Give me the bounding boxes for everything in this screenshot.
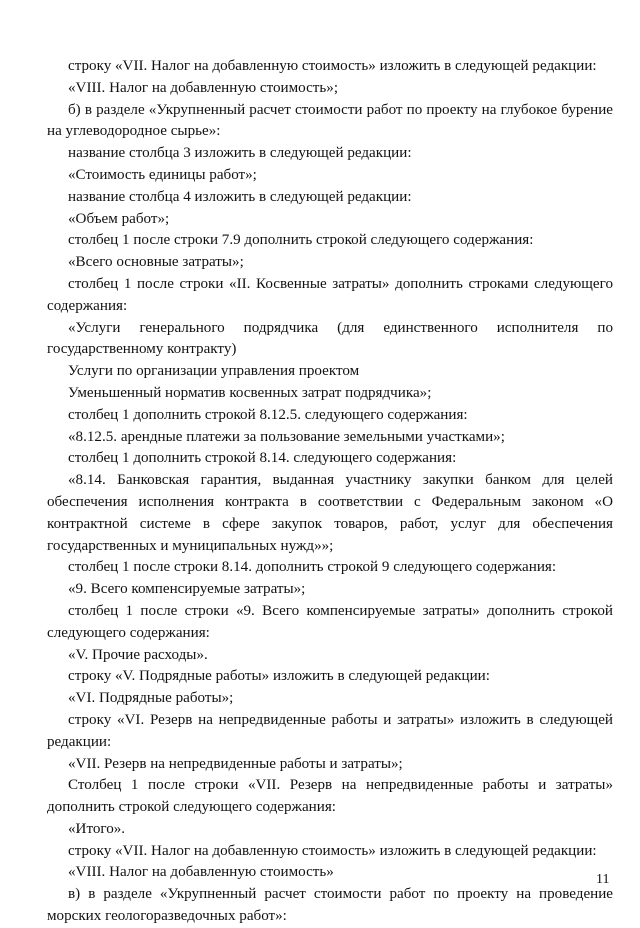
page-number: 11 — [596, 872, 610, 887]
paragraph: столбец 1 после строки «II. Косвенные затраты» дополнить строками следующего содержания: — [47, 275, 613, 314]
paragraph: «Итого». — [68, 820, 126, 837]
paragraph: столбец 1 после строки 7.9 дополнить строкой следующего содержания: — [68, 232, 534, 249]
paragraph: столбец 1 после строки «9. Всего компенсируемые затраты» дополнить строкой следующего содержания: — [47, 602, 613, 641]
paragraph: «8.14. Банковская гарантия, выданная участнику закупки банком для целей обеспечения исполнения контракта в соответствии с Федеральным законом «О контрактной системе в сфере закупок товаров, работ, услуг для обеспечения государственных и муниципальных нужд»»; — [47, 472, 613, 554]
paragraph: Столбец 1 после строки «VII. Резерв на непредвиденные работы и затраты» дополнить строкой следующего содержания: — [47, 777, 613, 816]
paragraph: строку «VII. Налог на добавленную стоимость» изложить в следующей редакции: — [68, 58, 597, 74]
paragraph: «Объем работ»; — [68, 210, 170, 227]
paragraph: б) в разделе «Укрупненный расчет стоимости работ по проекту на глубокое бурение на углеводородное сырье»: — [47, 101, 613, 140]
paragraph: строку «VI. Резерв на непредвиденные работы и затраты» изложить в следующей редакции: — [47, 711, 613, 750]
paragraph: в) в разделе «Укрупненный расчет стоимости работ по проекту на проведение морских геологоразведочных работ»: — [47, 886, 613, 925]
paragraph: «9. Всего компенсируемые затраты»; — [68, 581, 306, 598]
paragraph: «V. Прочие расходы». — [68, 646, 208, 663]
paragraph: «Стоимость единицы работ»; — [68, 166, 257, 183]
paragraph: название столбца 3 изложить в следующей редакции: — [68, 145, 412, 162]
paragraph: «VII. Резерв на непредвиденные работы и затраты»; — [68, 755, 403, 772]
paragraph: «VIII. Налог на добавленную стоимость» — [68, 864, 334, 881]
paragraph: «Услуги генерального подрядчика (для единственного исполнителя по государственному контракту) — [47, 319, 613, 358]
paragraph: название столбца 4 изложить в следующей редакции: — [68, 188, 412, 205]
paragraph: «8.12.5. арендные платежи за пользование земельными участками»; — [68, 428, 505, 445]
paragraph: «Всего основные затраты»; — [68, 254, 244, 271]
paragraph: Уменьшенный норматив косвенных затрат подрядчика»; — [68, 384, 432, 401]
paragraph: Услуги по организации управления проектом — [68, 363, 360, 380]
document-body — [47, 56, 613, 928]
paragraph: строку «VII. Налог на добавленную стоимость» изложить в следующей редакции: — [68, 842, 597, 859]
paragraph: строку «V. Подрядные работы» изложить в следующей редакции: — [68, 668, 490, 685]
paragraph: столбец 1 дополнить строкой 8.14. следующего содержания: — [68, 450, 457, 467]
paragraph: столбец 1 после строки 8.14. дополнить строкой 9 следующего содержания: — [68, 559, 557, 576]
paragraph: «VI. Подрядные работы»; — [68, 690, 234, 707]
paragraph: столбец 1 дополнить строкой 8.12.5. следующего содержания: — [68, 406, 468, 423]
paragraph: «VIII. Налог на добавленную стоимость»; — [68, 79, 339, 96]
